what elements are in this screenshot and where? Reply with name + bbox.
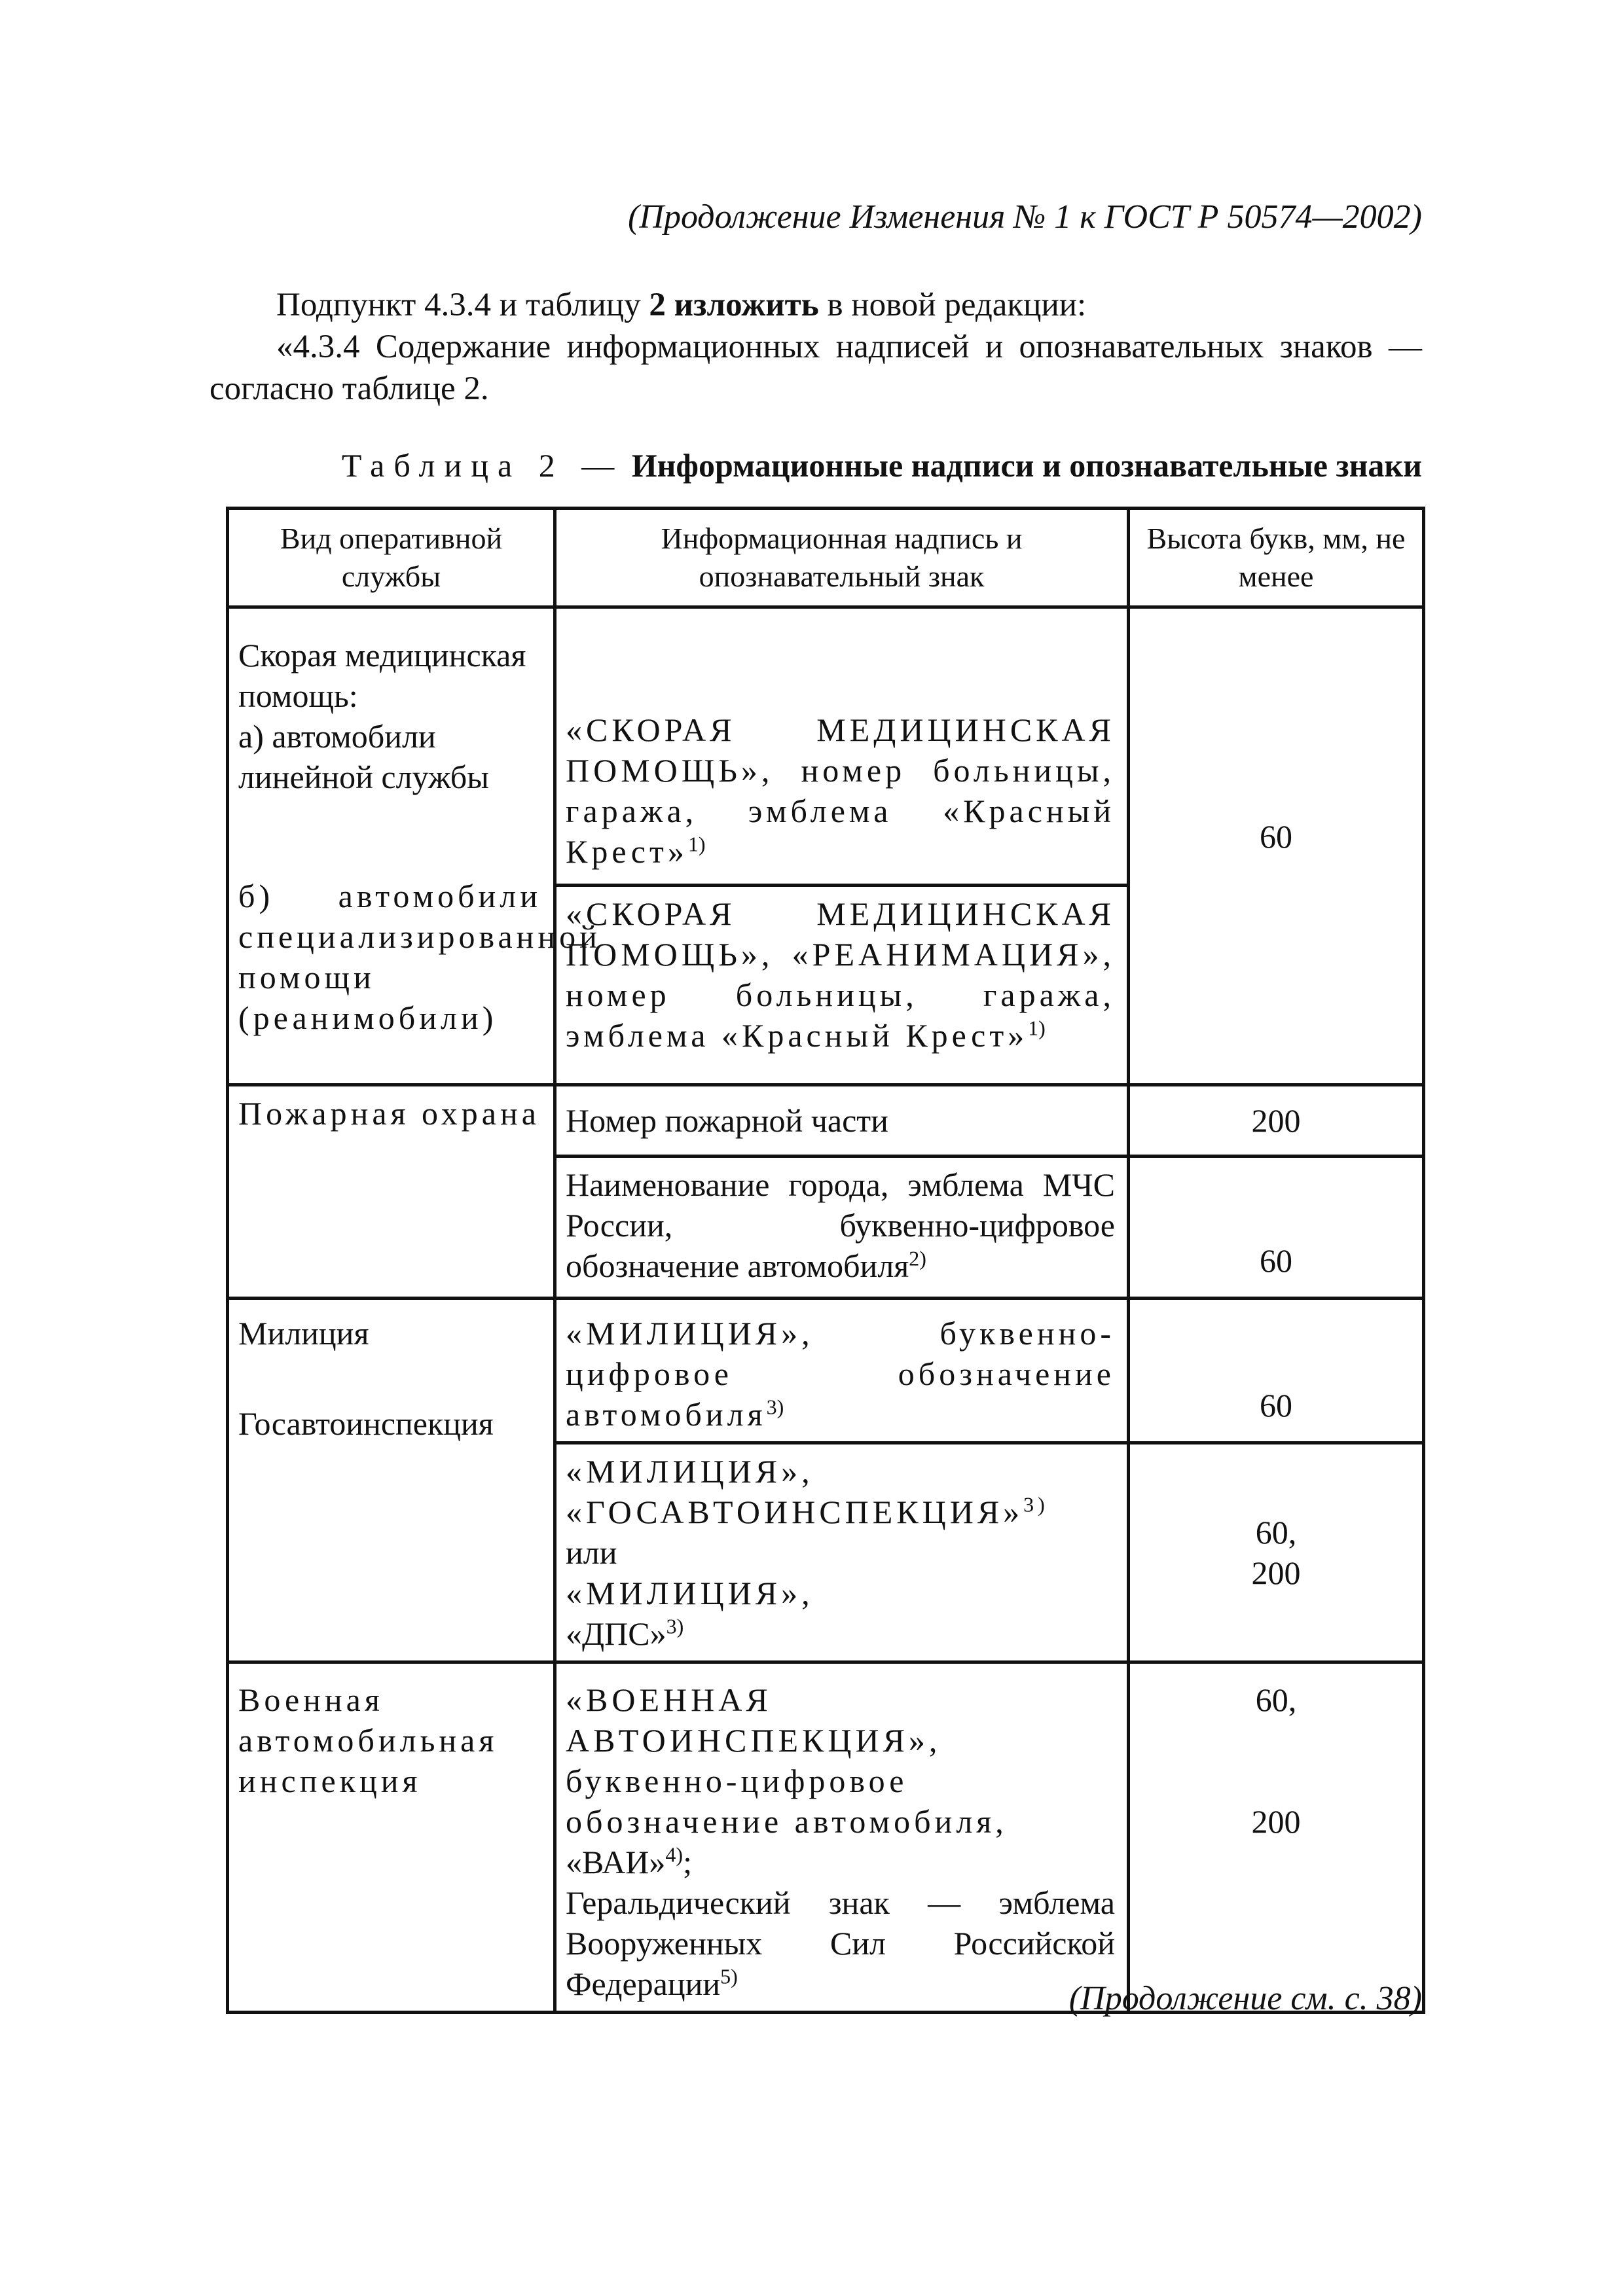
header-service: Вид оперативной службы xyxy=(228,509,555,607)
police-sign-a: «МИЛИЦИЯ», буквенно-цифровое обозначение автомобиля$^{3)}$ xyxy=(566,1315,1115,1433)
table-row-fire-a xyxy=(228,1085,1424,1157)
cell-police-service xyxy=(228,1299,555,1662)
table-caption xyxy=(210,446,1422,484)
table-row-ambulance-a xyxy=(228,607,1424,886)
police-sign-b-3: «ДПС»$^{3)}$ xyxy=(566,1614,684,1652)
fire-sign-b: Наименование города, эмблема МЧС России, буквенно-цифровое обозначение автомобиля$^{2)}$ xyxy=(566,1166,1115,1284)
intro-line-1 xyxy=(210,284,1422,326)
fire-sign-a: Номер пожарной части xyxy=(566,1102,888,1139)
military-height-1: 60, xyxy=(1255,1681,1297,1718)
cell-fire-height-a xyxy=(1129,1085,1424,1157)
ambulance-service-b: б) автомобили специализированной помощи (реанимобили) xyxy=(238,878,601,1036)
fire-height-b: 60 xyxy=(1260,1242,1292,1279)
cell-ambulance-sign-a xyxy=(555,607,1129,886)
signs-table xyxy=(226,507,1425,2014)
table-row-police-a xyxy=(228,1299,1424,1443)
cell-ambulance-sign-b xyxy=(555,886,1129,1085)
cell-police-height-b xyxy=(1129,1443,1424,1662)
header-height: Высота букв, мм, не менее xyxy=(1129,509,1424,607)
cell-fire-sign-b xyxy=(555,1157,1129,1299)
military-sign-3: Геральдический знак — эмблема Вооруженных Сил Российской Федерации$^{5)}$ xyxy=(566,1884,1115,2002)
intro-text xyxy=(210,284,1422,410)
military-sign xyxy=(556,1664,1127,2011)
ambulance-sign-a: «СКОРАЯ МЕДИЦИНСКАЯ ПОМОЩЬ», номер больницы, гаража, эмблема «Красный Крест»$^{1)}$ xyxy=(566,711,1115,870)
police-sign-b-2: «МИЛИЦИЯ», xyxy=(566,1575,814,1611)
table-caption-title: Информационные надписи и опознавательные знаки xyxy=(631,447,1422,484)
continuation-header: (Продолжение Изменения № 1 к ГОСТ Р 50574—2002) xyxy=(628,198,1422,236)
police-height-b-2: 200 xyxy=(1251,1554,1301,1591)
cell-ambulance-service xyxy=(228,607,601,1085)
cell-fire-service xyxy=(228,1085,555,1299)
police-service-b: Госавтоинспекция xyxy=(238,1405,494,1442)
cell-police-sign-a xyxy=(555,1299,1129,1443)
ambulance-height: 60 xyxy=(1260,817,1292,855)
cell-military-service xyxy=(228,1662,555,2013)
police-height-b-1: 60, xyxy=(1255,1514,1297,1551)
table-row-military xyxy=(228,1662,1424,2013)
police-sign-b-or: или xyxy=(566,1534,617,1571)
military-height-2: 200 xyxy=(1251,1803,1301,1840)
intro-line-1-c: в новой редакции: xyxy=(818,287,1087,323)
police-service-a: Милиция xyxy=(238,1315,369,1352)
continuation-footer: (Продолжение см. с. 38) xyxy=(1068,1980,1422,2017)
header-sign: Информационная надпись и опознавательный знак xyxy=(555,509,1129,607)
fire-service: Пожарная охрана xyxy=(238,1095,540,1132)
police-height-a: 60 xyxy=(1260,1387,1292,1424)
cell-fire-height-b xyxy=(1129,1157,1424,1299)
intro-line-2: «4.3.4 Содержание информационных надписей и опознавательных знаков — согласно таблице 2. xyxy=(210,329,1422,407)
cell-police-height-a xyxy=(1129,1299,1424,1443)
cell-military-height xyxy=(1129,1662,1424,2013)
cell-fire-sign-a xyxy=(555,1085,1129,1157)
intro-line-1-a: Подпункт 4.3.4 и таблицу xyxy=(276,287,649,323)
table-caption-label: Таблица 2 — xyxy=(341,447,624,484)
cell-military-sign xyxy=(555,1662,1129,2013)
fire-height-a: 200 xyxy=(1251,1102,1301,1139)
cell-ambulance-height xyxy=(1129,607,1424,1085)
intro-line-1-bold: 2 изложить xyxy=(649,287,819,323)
ambulance-sign-b: «СКОРАЯ МЕДИЦИНСКАЯ ПОМОЩЬ», «РЕАНИМАЦИЯ», номер больницы, гаража, эмблема «Красный Крест»$^{1)}$ xyxy=(566,895,1115,1054)
military-sign-2: «ВАИ»$^{4)}$; xyxy=(566,1842,692,1880)
table-header-row xyxy=(228,509,1424,607)
military-sign-1: «ВОЕННАЯ АВТОИНСПЕКЦИЯ», буквенно-цифровое обозначение автомобиля, xyxy=(566,1681,1008,1840)
cell-police-sign-b xyxy=(555,1443,1129,1662)
police-sign-b-1: «МИЛИЦИЯ», «ГОСАВТОИНСПЕКЦИЯ»$^{3)}$ xyxy=(566,1453,1049,1530)
police-sign-b xyxy=(556,1444,1127,1660)
ambulance-service-a: Скорая медицинская помощь: а) автомобили линейной службы xyxy=(238,637,526,795)
military-service: Военная автомобильная инспекция xyxy=(238,1681,498,1799)
